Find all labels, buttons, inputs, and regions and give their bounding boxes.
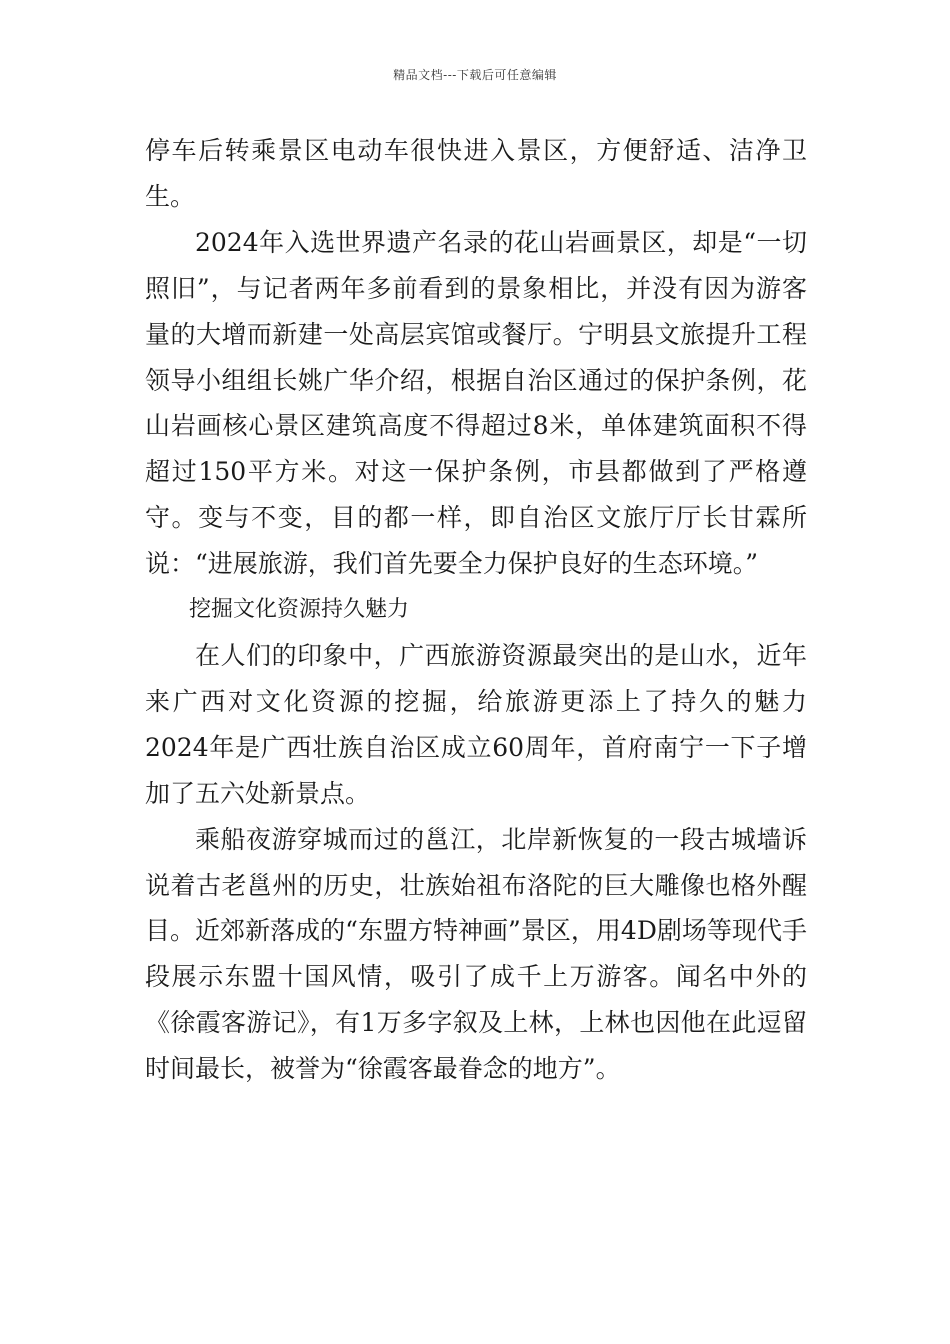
paragraph-cultural-resources: 在人们的印象中，广西旅游资源最突出的是山水，近年来广西对文化资源的挖掘，给旅游更添上了持久的魅力2024年是广西壮族自治区成立60周年，首府南宁一下子增加了五六处新景点。 <box>145 640 807 808</box>
page-header: 精品文档---下载后可任意编辑 <box>393 68 557 82</box>
section-heading: 挖掘文化资源持久魅力 <box>189 597 410 623</box>
paragraph-continuation: 停车后转乘景区电动车很快进入景区，方便舒适、洁净卫生。 <box>145 136 807 211</box>
paragraph-yongjiang-night-tour: 乘船夜游穿城而过的邕江，北岸新恢复的一段古城墙诉说着古老邕州的历史，壮族始祖布洛陀的巨大雕像也格外醒目。近郊新落成的“东盟方特神画”景区，用4D剧场等现代手段展示东盟十国风情，吸引了成千上万游客。闻名中外的《徐霞客游记》，有1万多字叙及上林，上林也因他在此逗留时间最长，被誉为“徐霞客最眷念的地方”。 <box>145 824 807 1084</box>
document-body <box>145 128 807 1092</box>
paragraph-huashan-rock-art: 2024年入选世界遗产名录的花山岩画景区，却是“一切照旧”，与记者两年多前看到的景象相比，并没有因为游客量的大增而新建一处高层宾馆或餐厅。宁明县文旅提升工程领导小组组长姚广华介绍，根据自治区通过的保护条例，花山岩画核心景区建筑高度不得超过8米，单体建筑面积不得超过150平方米。对这一保护条例，市县都做到了严格遵守。变与不变，目的都一样，即自治区文旅厅厅长甘霖所说：“进展旅游，我们首先要全力保护良好的生态环境。” <box>145 227 807 579</box>
